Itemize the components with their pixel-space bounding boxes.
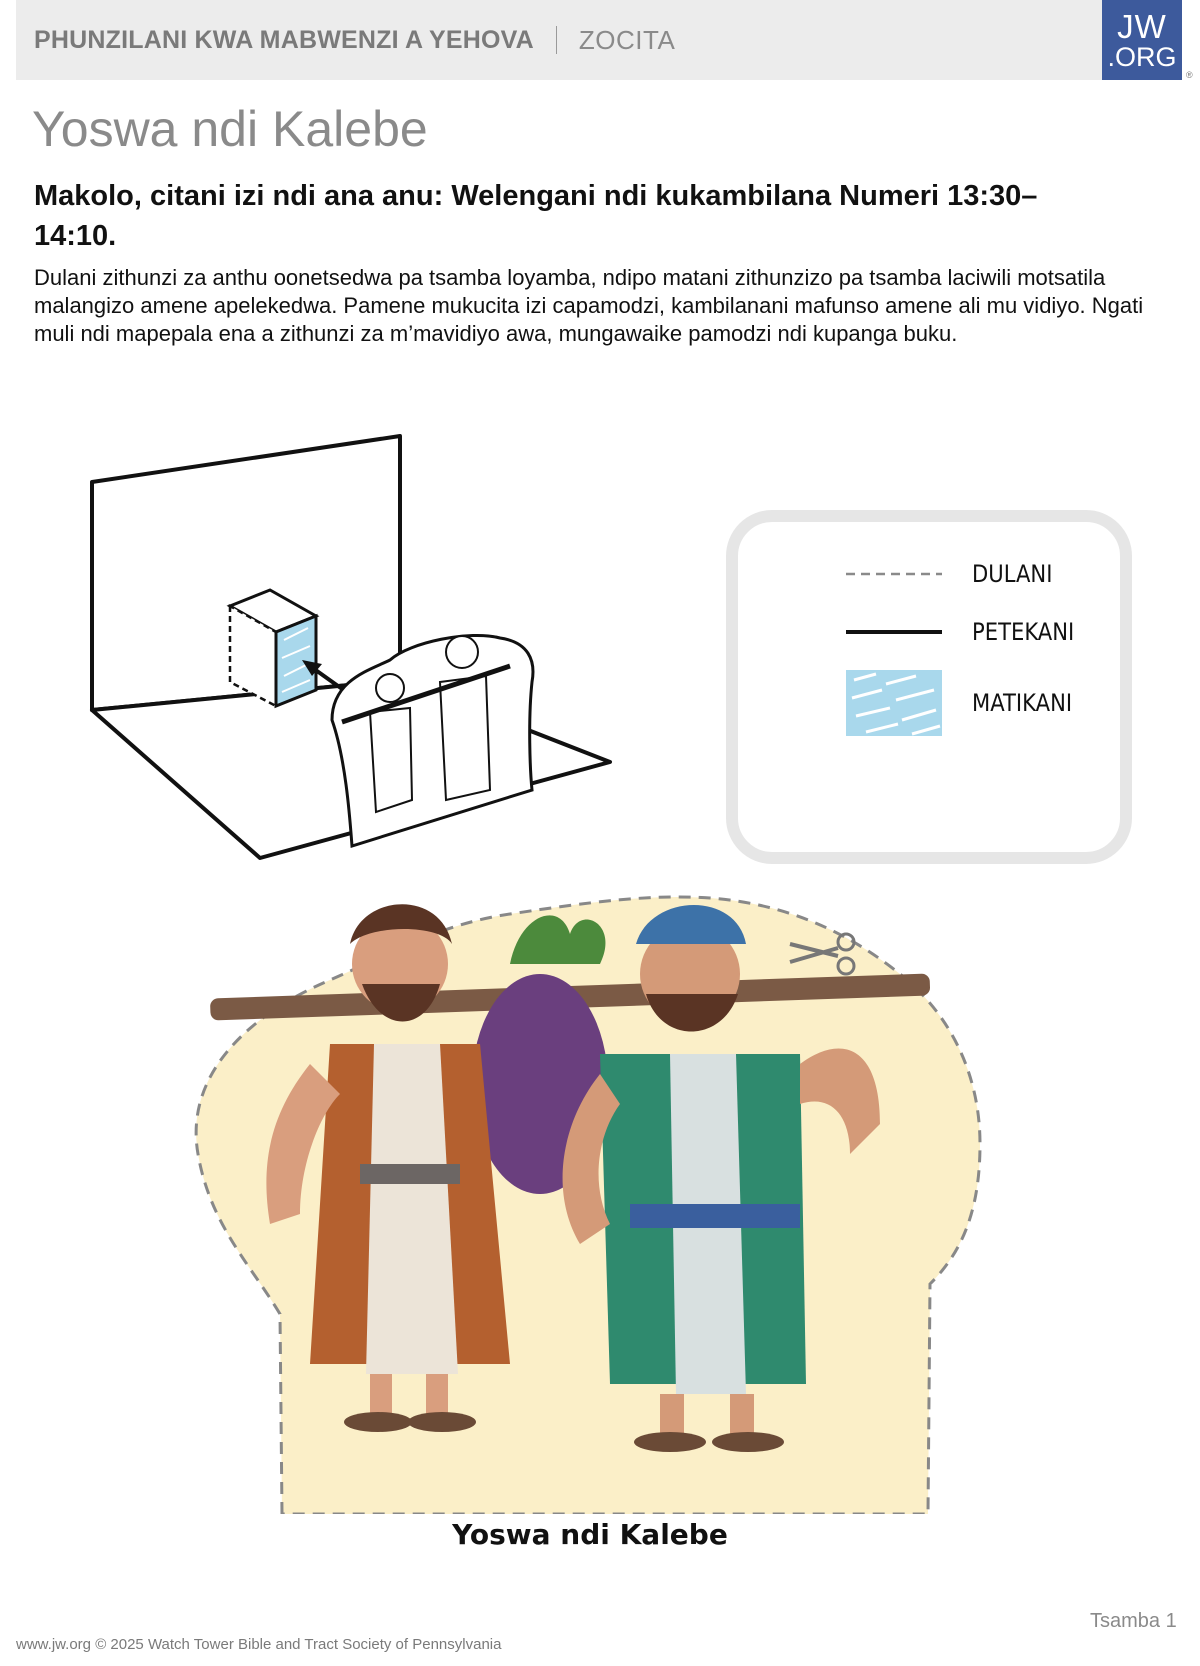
legend-label-cut: DULANI — [972, 560, 1053, 588]
page-number: Tsamba 1 — [1090, 1610, 1177, 1632]
legend-item-glue — [846, 670, 1086, 736]
legend-label-fold: PETEKANI — [972, 618, 1075, 646]
page-title: Yoswa ndi Kalebe — [32, 101, 428, 157]
assembly-diagram — [70, 420, 630, 920]
solid-line-icon — [846, 618, 942, 646]
glue-area-icon — [846, 670, 942, 736]
logo-line-2: .ORG — [1107, 41, 1177, 72]
legend-box — [726, 510, 1132, 864]
copyright-footer[interactable]: www.jw.org © 2025 Watch Tower Bible and Tract Society of Pennsylvania — [16, 1636, 502, 1653]
dashed-line-icon — [846, 560, 942, 588]
glue-box — [230, 590, 316, 706]
logo-line-1: JW — [1117, 7, 1167, 45]
parent-instruction: Makolo, citani izi ndi ana anu: Welengani ndi kukambilana Numeri 13:30–14:10. — [34, 180, 1038, 252]
intro-paragraph: Dulani zithunzi za anthu oonetsedwa pa tsamba loyamba, ndipo matani zithunzizo pa tsamba laciwili motsatila malangizo amene apelekedwa. Pamene mukucita izi capamodzi, kambilanani mafunso amene ali mu vidiyo. Ngati muli ndi mapepala ena a zithunzi za m’mavidiyo awa, mungawaike pamodzi ndi kupanga buku. — [34, 265, 1144, 346]
legend-item-fold — [846, 618, 1088, 646]
cutout-caption: Yoswa ndi Kalebe — [452, 1518, 728, 1551]
legend-item-cut — [846, 560, 1063, 588]
header-separator — [556, 26, 557, 54]
header-subtitle: ZOCITA — [578, 24, 676, 55]
registered-mark: ® — [1186, 70, 1193, 80]
jw-org-logo[interactable] — [1102, 0, 1182, 80]
header-title: PHUNZILANI KWA MABWENZI A YEHOVA — [34, 25, 534, 54]
legend-label-glue: MATIKANI — [972, 689, 1073, 717]
cutout-figure — [190, 894, 1010, 1514]
page-header — [16, 0, 1104, 80]
